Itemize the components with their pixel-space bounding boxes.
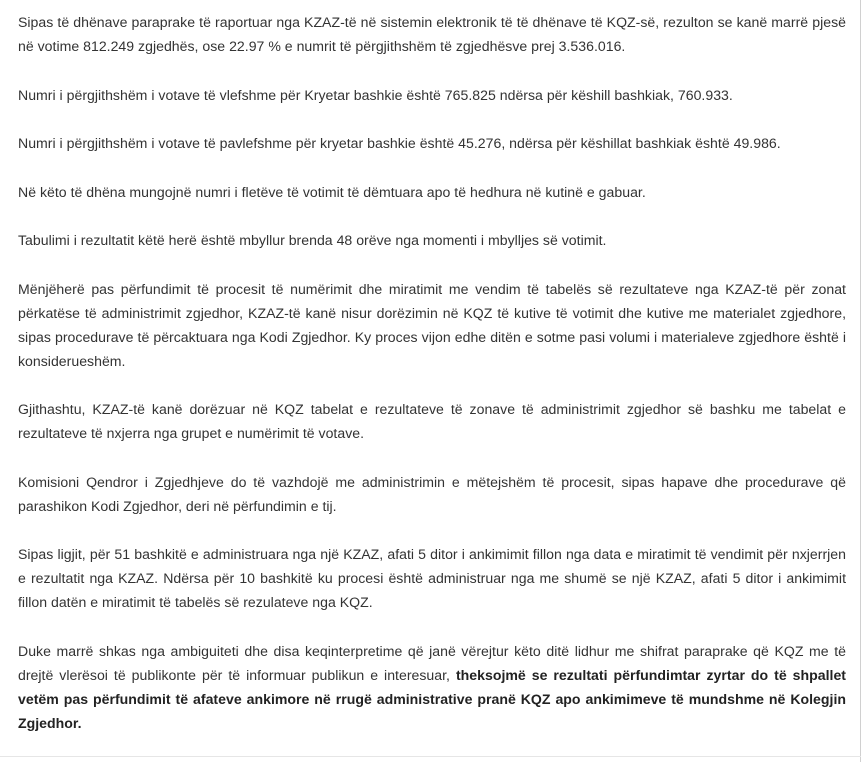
- paragraph-tabulation: Tabulimi i rezultatit këtë herë është mbyllur brenda 48 orëve nga momenti i mbylljes së votimit.: [18, 232, 607, 248]
- paragraph-missing-ballots: Në këto të dhëna mungojnë numri i fletëve të votimit të dëmtuara apo të hedhura në kutinë e gabuar.: [18, 183, 646, 200]
- paragraph-results-tables: Gjithashtu, KZAZ-të kanë dorëzuar në KQZ tabelat e rezultateve të zonave të administrimit zgjedhor së bashku me tabelat e rezultateve të nxjerra nga grupet e numërimit të votave.: [18, 401, 846, 441]
- paragraph-turnout: Sipas të dhënave paraprake të raportuar nga KZAZ-të në sistemin elektronik të të dhënave të KQZ-së, rezulton se kanë marrë pjesë në votime 812.249 zgjedhës, ose 22.97 % e numrit të përgjithshëm të zgjedhësve prej 3.536.016.: [18, 14, 846, 54]
- paragraph-final-results: [18, 639, 846, 735]
- paragraph-valid-votes: Numri i përgjithshëm i votave të vlefshme për Kryetar bashkie është 765.825 ndërsa për këshill bashkiak, 760.933.: [18, 86, 733, 103]
- paragraph-ballot-delivery: Mënjëherë pas përfundimit të procesit të numërimit dhe miratimit me vendim të tabelës së rezultateve nga KZAZ-të për zonat përkatëse të administrimit zgjedhor, KZAZ-të kanë nisur dorëzimin në KQZ të kutive të votimit dhe kutive me materialet zgjedhore, sipas procedurave të përcaktuara nga Kodi Zgjedhor. Ky proces vijon edhe ditën e sotme pasi volumi i materialeve zgjedhore është i konsiderueshëm.: [18, 280, 846, 369]
- paragraph-commission: Komisioni Qendror i Zgjedhjeve do të vazhdojë me administrimin e mëtejshëm të procesit, sipas hapave dhe procedurave që parashikon Kodi Zgjedhor, deri në përfundimin e tij.: [18, 473, 846, 514]
- final-paragraph-emphasis: theksojmë se rezultati përfundimtar zyrtar do të shpallet vetëm pas përfundimit të afateve ankimore në rrugë administrative pranë KQZ apo ankimimeve të mundshme në Kolegjin Zgjedhor.: [18, 666, 846, 731]
- final-paragraph-text: Duke marrë shkas nga ambiguiteti dhe disa keqinterpretime që janë vërejtur këto ditë lidhur me shifrat paraprake që KQZ me të drejtë vlerësoi të publikonte për të informuar publikun e interesuar,: [18, 642, 846, 683]
- paragraph-invalid-votes: Numri i përgjithshëm i votave të pavlefshme për kryetar bashkie është 45.276, ndërsa për këshillat bashkiak është 49.986.: [18, 135, 781, 151]
- paragraph-appeal-deadline: Sipas ligjit, për 51 bashkitë e administruara nga një KZAZ, afati 5 ditor i ankimimit fillon nga data e miratimit të vendimit për nxjerrjen e rezultatit nga KZAZ. Ndërsa për 10 bashkitë ku procesi është administruar nga me shumë se një KZAZ, afati 5 ditor i ankimimit fillon datën e miratimit të tabelës së rezulateve nga KQZ.: [18, 546, 846, 610]
- bottom-divider: [0, 756, 861, 757]
